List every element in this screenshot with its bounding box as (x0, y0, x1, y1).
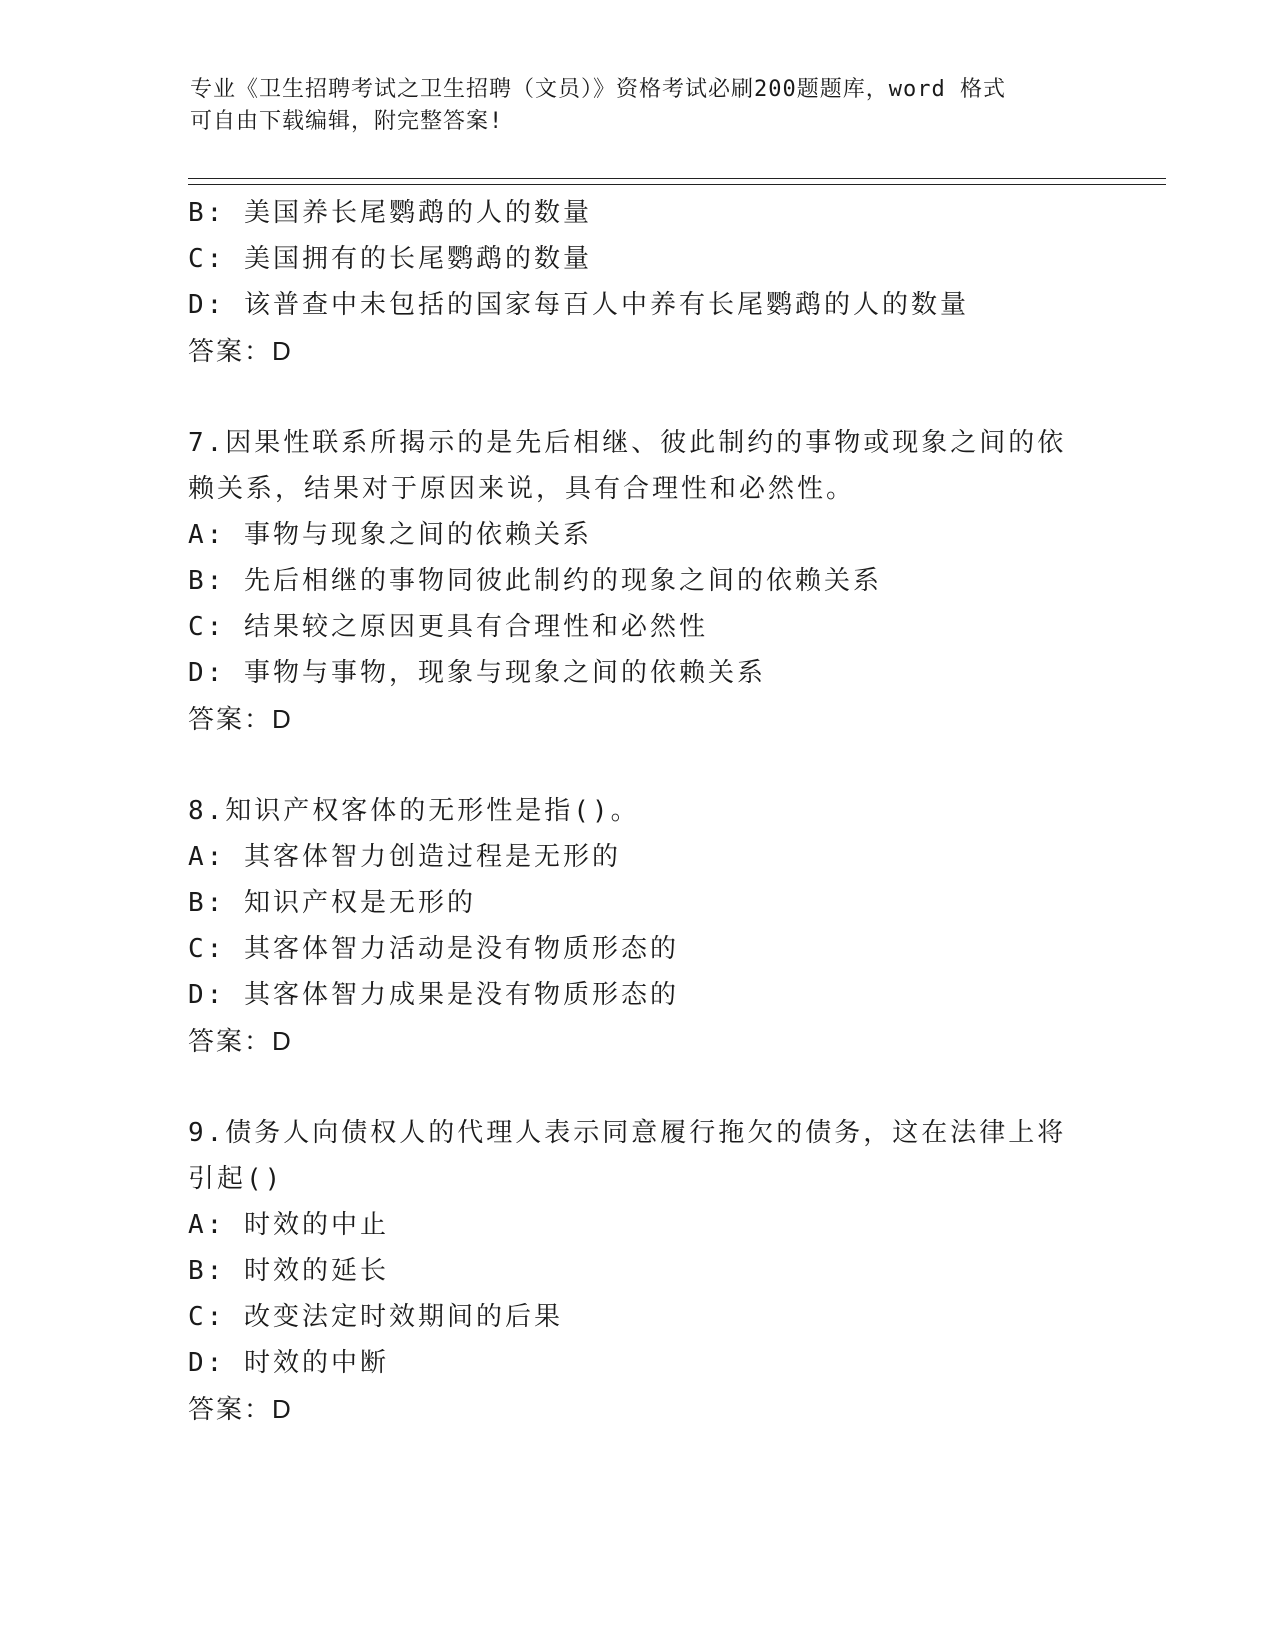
option-c: C: 结果较之原因更具有合理性和必然性 (188, 612, 708, 642)
option-b: B: 美国养长尾鹦鹉的人的数量 (188, 198, 592, 228)
header-line-2: 可自由下载编辑，附完整答案! (190, 109, 504, 134)
page-header (190, 74, 1070, 138)
option-a: A: 时效的中止 (188, 1210, 389, 1240)
question-stem-line: 7.因果性联系所揭示的是先后相继、彼此制约的事物或现象之间的依 (188, 428, 1067, 458)
answer: 答案：D (188, 1394, 293, 1424)
spacer (188, 742, 1088, 788)
header-line-1: 专业《卫生招聘考试之卫生招聘（文员）》资格考试必刷200题题库，word 格式 (190, 77, 1006, 102)
option-c: C: 美国拥有的长尾鹦鹉的数量 (188, 244, 592, 274)
option-d: D: 该普查中未包括的国家每百人中养有长尾鹦鹉的人的数量 (188, 290, 969, 320)
option-c: C: 改变法定时效期间的后果 (188, 1302, 563, 1332)
question-7 (188, 420, 1088, 742)
option-a: A: 事物与现象之间的依赖关系 (188, 520, 592, 550)
answer: 答案：D (188, 1026, 293, 1056)
option-d: D: 时效的中断 (188, 1348, 389, 1378)
question-stem-line: 引起() (188, 1164, 284, 1194)
answer: 答案：D (188, 704, 293, 734)
spacer (188, 1064, 1088, 1110)
option-b: B: 知识产权是无形的 (188, 888, 476, 918)
option-b: B: 先后相继的事物同彼此制约的现象之间的依赖关系 (188, 566, 882, 596)
option-d: D: 其客体智力成果是没有物质形态的 (188, 980, 679, 1010)
answer: 答案：D (188, 336, 293, 366)
spacer (188, 374, 1088, 420)
question-stem-line: 9.债务人向债权人的代理人表示同意履行拖欠的债务，这在法律上将 (188, 1118, 1067, 1148)
option-b: B: 时效的延长 (188, 1256, 389, 1286)
question-8 (188, 788, 1088, 1064)
option-d: D: 事物与事物，现象与现象之间的依赖关系 (188, 658, 766, 688)
header-divider (188, 178, 1166, 185)
question-9 (188, 1110, 1088, 1432)
option-c: C: 其客体智力活动是没有物质形态的 (188, 934, 679, 964)
question-stem-line: 8.知识产权客体的无形性是指()。 (188, 796, 640, 826)
option-a: A: 其客体智力创造过程是无形的 (188, 842, 621, 872)
document-body (188, 190, 1088, 1432)
question-continued (188, 190, 1088, 374)
question-stem-line: 赖关系，结果对于原因来说，具有合理性和必然性。 (188, 474, 856, 504)
